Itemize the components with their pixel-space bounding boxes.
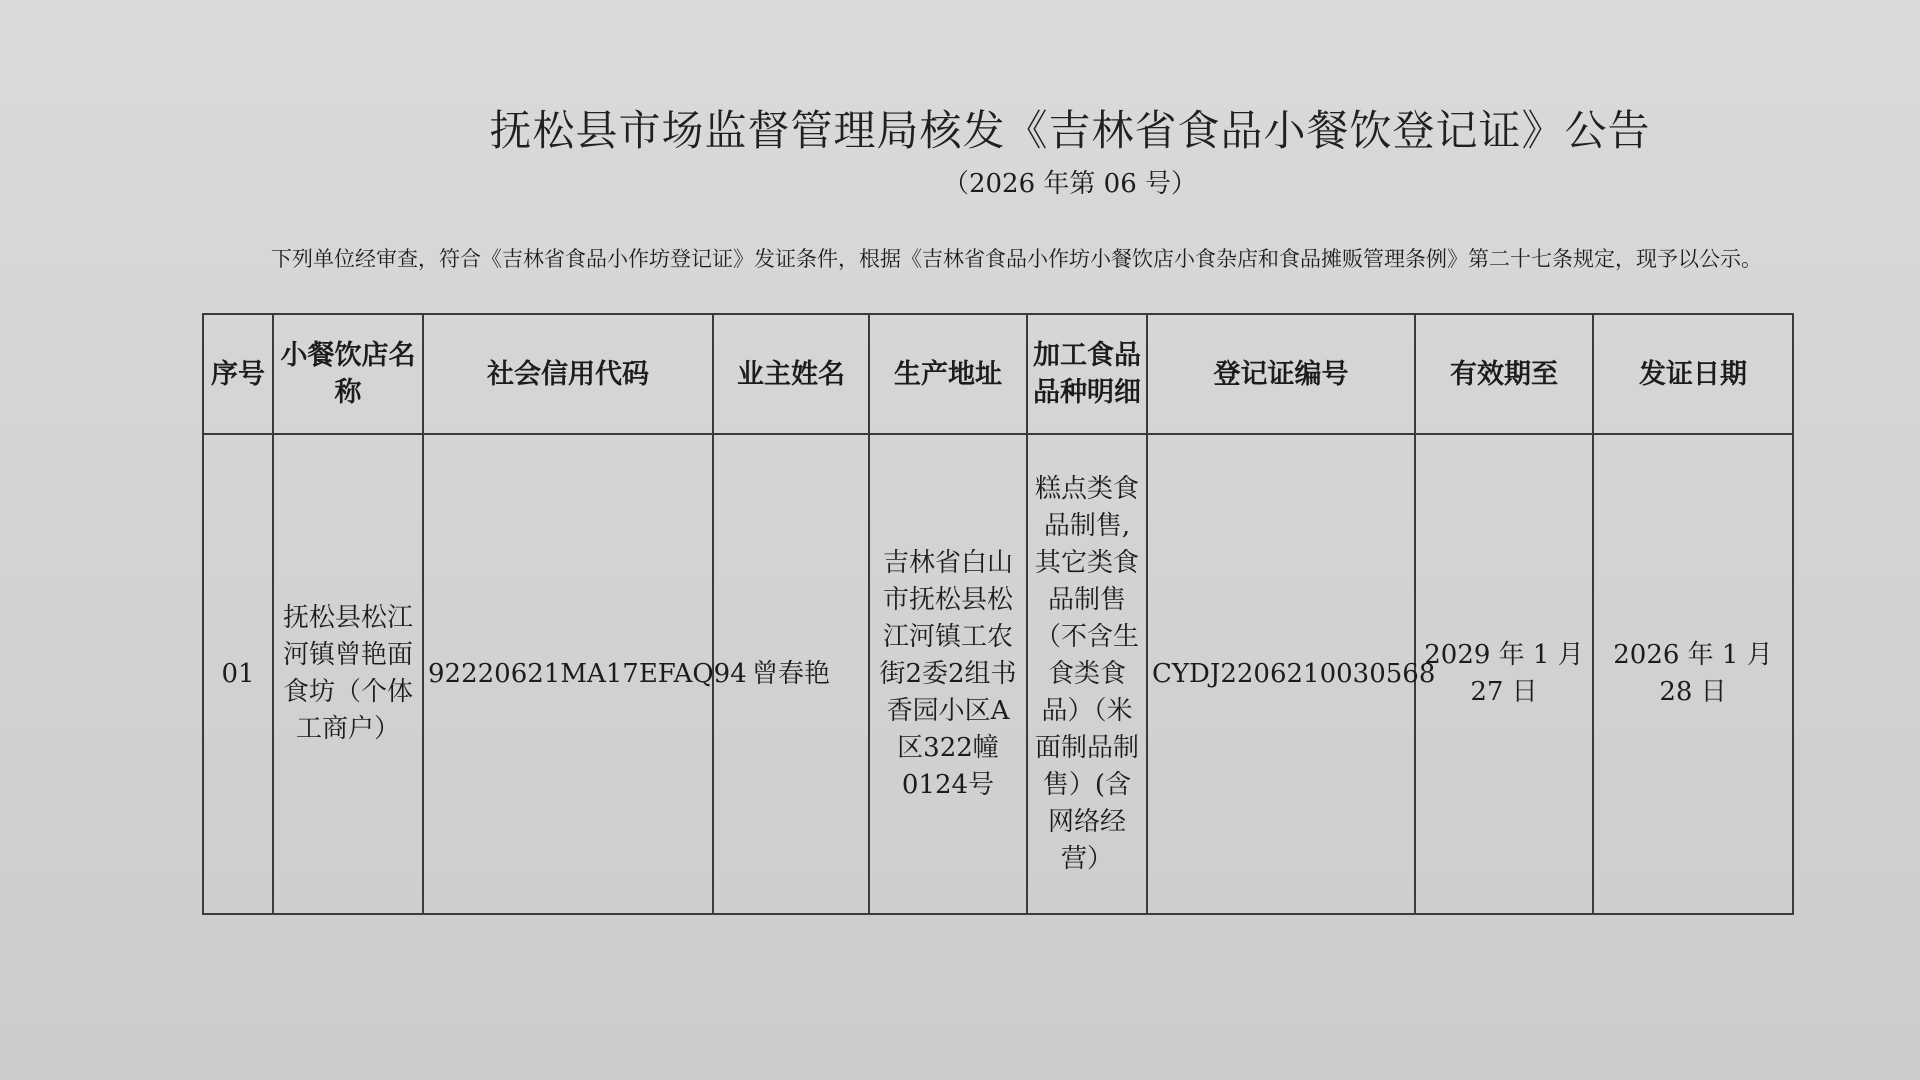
header-address: 生产地址 <box>869 314 1027 434</box>
header-cert-no: 登记证编号 <box>1147 314 1415 434</box>
notice-title: 抚松县市场监督管理局核发《吉林省食品小餐饮登记证》公告 <box>489 106 1651 155</box>
cell-issue-date: 2026 年 1 月 28 日 <box>1593 434 1793 914</box>
table-header-row <box>203 314 1793 434</box>
header-food-category: 加工食品品种明细 <box>1027 314 1147 434</box>
header-credit-code: 社会信用代码 <box>423 314 713 434</box>
registration-table <box>202 313 1794 915</box>
cell-cert-no: CYDJ2206210030568 <box>1147 434 1415 914</box>
header-name: 小餐饮店名称 <box>273 314 423 434</box>
cell-valid-until: 2029 年 1 月 27 日 <box>1415 434 1593 914</box>
header-issue-date: 发证日期 <box>1593 314 1793 434</box>
intro-paragraph: 下列单位经审查，符合《吉林省食品小作坊登记证》发证条件，根据《吉林省食品小作坊小餐饮店小食杂店和食品摊贩管理条例》第二十七条规定，现予以公示。 <box>271 247 1762 271</box>
cell-seq: 01 <box>203 434 273 914</box>
cell-food-category: 糕点类食品制售,其它类食品制售（不含生食类食品）（米面制品制售）(含网络经营） <box>1027 434 1147 914</box>
header-owner: 业主姓名 <box>713 314 869 434</box>
header-seq: 序号 <box>203 314 273 434</box>
table-row <box>203 434 1793 914</box>
cell-owner: 曾春艳 <box>713 434 869 914</box>
issue-number: （2026 年第 06 号） <box>942 169 1198 199</box>
cell-credit-code: 92220621MA17EFAQ94 <box>423 434 713 914</box>
cell-address: 吉林省白山市抚松县松江河镇工农街2委2组书香园小区A区322幢0124号 <box>869 434 1027 914</box>
header-valid-until: 有效期至 <box>1415 314 1593 434</box>
cell-name: 抚松县松江河镇曾艳面食坊（个体工商户） <box>273 434 423 914</box>
